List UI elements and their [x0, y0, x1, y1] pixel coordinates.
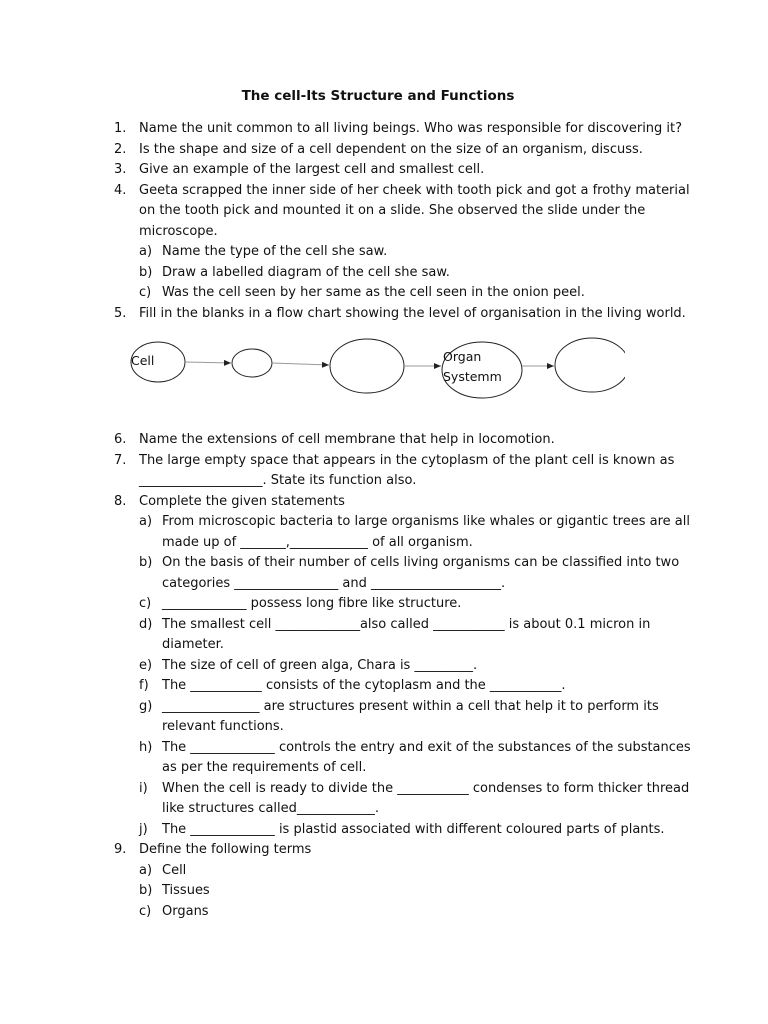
question-number: 1.: [114, 121, 127, 136]
question-number: 4.: [114, 182, 127, 198]
question-number: 2.: [114, 141, 127, 157]
sub-question-text: Cell: [162, 862, 187, 878]
sub-question-text: Draw a labelled diagram of the cell she saw.: [162, 264, 450, 280]
question-number: 8.: [114, 493, 127, 509]
sub-question-item: [114, 779, 694, 820]
sub-question-letter: c): [139, 285, 152, 300]
sub-question-item: [114, 881, 694, 902]
sub-question-item: [114, 263, 694, 284]
flow-node-blank-2: [330, 339, 404, 393]
sub-question-text: On the basis of their number of cells living organisms can be classified into two categories ________________ and ____________________.: [162, 555, 680, 591]
sub-question-letter: a): [139, 862, 153, 878]
question-item: [114, 430, 694, 451]
question-text: The large empty space that appears in the cytoplasm of the plant cell is known as ___________________. State its function also.: [139, 452, 675, 488]
question-text: Name the unit common to all living beings. Who was responsible for discovering it?: [139, 121, 683, 136]
question-item: [114, 140, 694, 161]
sub-question-letter: d): [139, 616, 153, 632]
sub-question-text: _______________ are structures present within a cell that help it to perform its relevant functions.: [162, 698, 659, 734]
question-item: [114, 181, 694, 243]
sub-question-letter: j): [139, 821, 148, 837]
question-text: Give an example of the largest cell and smallest cell.: [139, 162, 485, 177]
question-item: [114, 840, 694, 861]
question-item: [114, 304, 694, 325]
sub-question-item: [114, 615, 694, 656]
sub-question-letter: a): [139, 244, 153, 259]
question-text: Name the extensions of cell membrane that help in locomotion.: [139, 432, 555, 447]
sub-question-letter: b): [139, 555, 153, 570]
sub-question-item: [114, 738, 694, 779]
sub-question-letter: a): [139, 514, 153, 529]
questions-list-part-2: [114, 430, 694, 922]
sub-question-letter: f): [139, 678, 149, 693]
question-number: 3.: [114, 162, 127, 177]
sub-question-item: [114, 553, 694, 594]
worksheet-title: The cell-Its Structure and Functions: [241, 88, 515, 104]
question-text: Fill in the blanks in a flow chart showing the level of organisation in the living world.: [139, 305, 686, 321]
question-item: [114, 451, 694, 492]
sub-question-letter: c): [139, 596, 152, 611]
question-text: Is the shape and size of a cell dependent on the size of an organism, discuss.: [139, 141, 643, 157]
sub-question-item: [114, 283, 694, 304]
flow-arrow-2: [272, 363, 329, 365]
flow-label-cell: Cell: [131, 353, 155, 368]
flow-arrow-1: [185, 362, 231, 363]
sub-question-letter: c): [139, 903, 152, 919]
sub-question-item: [114, 861, 694, 882]
sub-question-item: [114, 676, 694, 697]
sub-question-letter: b): [139, 883, 153, 898]
sub-question-item: [114, 512, 694, 553]
sub-question-text: _____________ possess long fibre like structure.: [162, 596, 462, 611]
flowchart-graphic: [125, 335, 625, 405]
sub-question-letter: h): [139, 739, 153, 755]
sub-question-text: Was the cell seen by her same as the cell seen in the onion peel.: [162, 285, 585, 300]
sub-question-letter: e): [139, 657, 153, 673]
sub-question-letter: g): [139, 698, 153, 714]
sub-question-text: Organs: [162, 903, 209, 919]
sub-question-item: [114, 902, 694, 923]
sub-question-item: [114, 594, 694, 615]
sub-question-item: [114, 820, 694, 841]
sub-question-text: Name the type of the cell she saw.: [162, 244, 388, 259]
sub-question-item: [114, 242, 694, 263]
sub-question-letter: b): [139, 264, 153, 280]
sub-question-text: The ___________ consists of the cytoplasm and the ___________.: [162, 678, 566, 693]
flow-node-blank-3: [555, 338, 625, 392]
question-text: Geeta scrapped the inner side of her cheek with tooth pick and got a frothy material on the tooth pick and mounted it on a slide. She observed the slide under the microscope.: [139, 182, 690, 239]
sub-question-text: From microscopic bacteria to large organisms like whales or gigantic trees are all made up of _______,____________ of all organism.: [162, 514, 690, 550]
question-text: Define the following terms: [139, 842, 312, 857]
sub-question-text: Tissues: [162, 883, 210, 898]
sub-question-item: [114, 656, 694, 677]
sub-question-text: The _____________ is plastid associated with different coloured parts of plants.: [162, 821, 665, 837]
question-text: Complete the given statements: [139, 493, 345, 509]
question-item: [114, 160, 694, 181]
sub-question-letter: i): [139, 780, 148, 796]
questions-list-part-1: [114, 119, 694, 324]
question-number: 6.: [114, 432, 127, 447]
question-item: [114, 119, 694, 140]
flow-label-system: Systemm: [443, 369, 502, 384]
question-number: 9.: [114, 842, 127, 857]
flow-label-organ: Organ: [443, 349, 482, 364]
question-item: [114, 492, 694, 513]
sub-question-text: The _____________ controls the entry and exit of the substances of the substances as per the requirements of cell.: [162, 739, 691, 775]
sub-question-text: The smallest cell _____________also called ___________ is about 0.1 micron in diameter.: [162, 616, 651, 652]
sub-question-text: The size of cell of green alga, Chara is _________.: [162, 657, 478, 673]
question-number: 5.: [114, 305, 127, 321]
question-number: 7.: [114, 452, 127, 468]
organisation-flowchart: [125, 335, 625, 405]
sub-question-item: [114, 697, 694, 738]
sub-question-text: When the cell is ready to divide the ___________ condenses to form thicker thread like structures called____________.: [162, 780, 690, 816]
flow-node-blank-1: [232, 349, 272, 377]
